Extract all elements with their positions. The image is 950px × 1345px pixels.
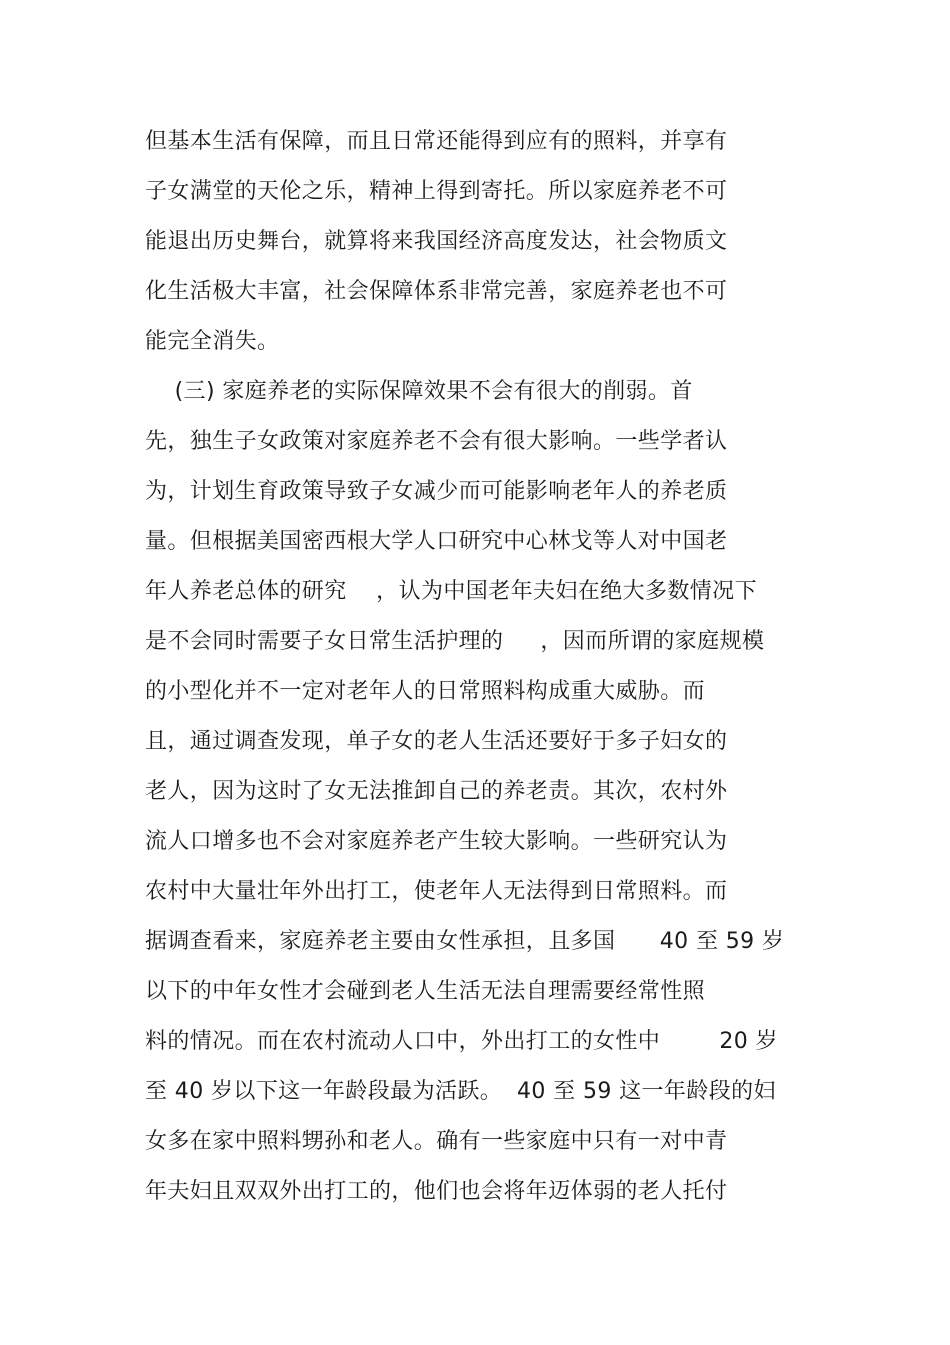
section-heading-line: (三) 家庭养老的实际保障效果不会有很大的削弱。首 (145, 379, 693, 404)
text-line: 料的情况。而在农村流动人口中，外出打工的女性中 20 岁 (145, 1029, 778, 1054)
text-line: 据调查看来，家庭养老主要由女性承担，且多国 40 至 59 岁 (145, 929, 785, 954)
text-line: 能完全消失。 (145, 329, 280, 354)
text-line: 年人养老总体的研究 ，认为中国老年夫妇在绝大多数情况下 (145, 579, 757, 604)
text-line: 先，独生子女政策对家庭养老不会有很大影响。一些学者认 (145, 429, 728, 454)
text-line: 能退出历史舞台，就算将来我国经济高度发达，社会物质文 (145, 229, 728, 254)
text-line: 为，计划生育政策导致子女减少而可能影响老年人的养老质 (145, 479, 728, 504)
text-line: 农村中大量壮年外出打工，使老年人无法得到日常照料。而 (145, 879, 728, 904)
text-line: 子女满堂的天伦之乐，精神上得到寄托。所以家庭养老不可 (145, 179, 728, 204)
text-line: 女多在家中照料甥孙和老人。确有一些家庭中只有一对中青 (145, 1129, 728, 1154)
text-line: 老人，因为这时了女无法推卸自己的养老责。其次，农村外 (145, 779, 728, 804)
text-line: 但基本生活有保障，而且日常还能得到应有的照料，并享有 (145, 129, 728, 154)
text-line: 化生活极大丰富，社会保障体系非常完善，家庭养老也不可 (145, 279, 728, 304)
text-line: 年夫妇且双双外出打工的，他们也会将年迈体弱的老人托付 (145, 1179, 728, 1204)
text-line: 且，通过调查发现，单子女的老人生活还要好于多子妇女的 (145, 729, 728, 754)
text-line: 至 40 岁以下这一年龄段最为活跃。 40 至 59 这一年龄段的妇 (145, 1079, 776, 1104)
text-line: 量。但根据美国密西根大学人口研究中心林戈等人对中国老 (145, 529, 728, 554)
text-line: 的小型化并不一定对老年人的日常照料构成重大威胁。而 (145, 679, 706, 704)
text-line: 以下的中年女性才会碰到老人生活无法自理需要经常性照 (145, 979, 706, 1004)
text-line: 流人口增多也不会对家庭养老产生较大影响。一些研究认为 (145, 829, 728, 854)
text-line: 是不会同时需要子女日常生活护理的 ，因而所谓的家庭规模 (145, 629, 765, 654)
